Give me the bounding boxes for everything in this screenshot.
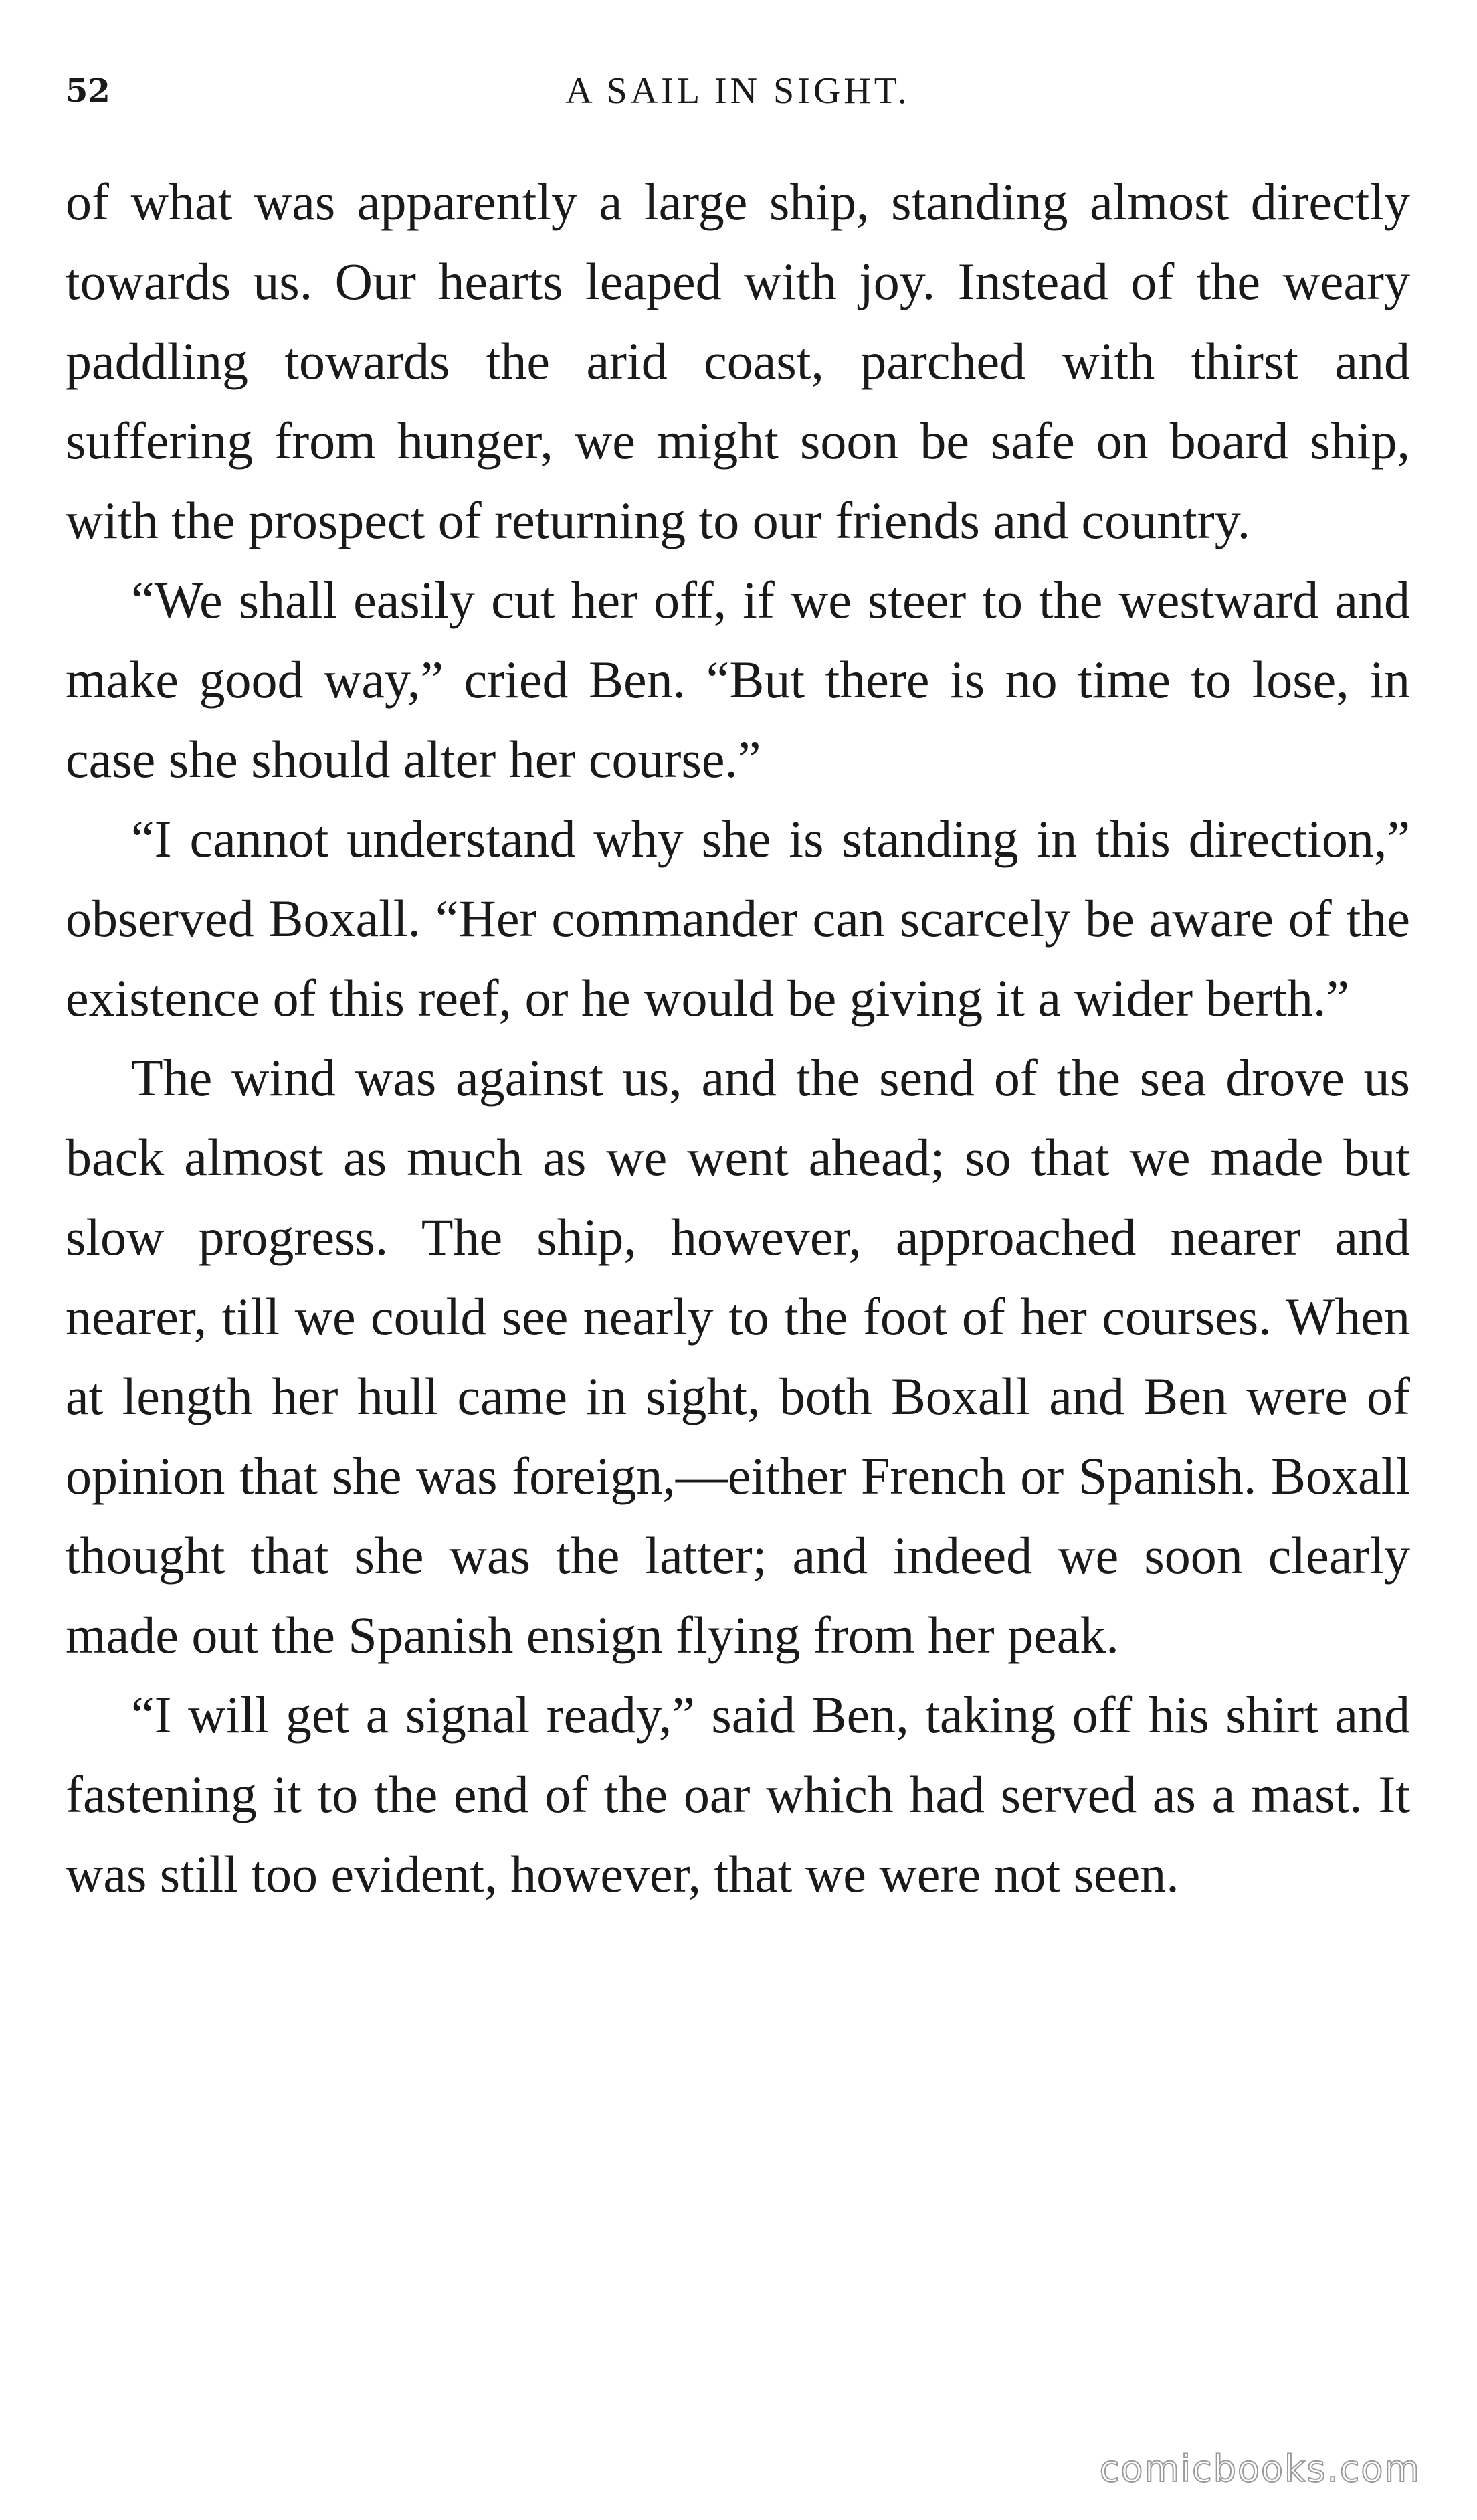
paragraph: “I cannot understand why she is standing in this direction,” observed Boxall. “Her commander can scarcely be aware of the existence of this reef, or he would be giving it a wider berth.” <box>66 810 1410 1027</box>
paragraph: The wind was against us, and the send of the sea drove us back almost as much as we went ahead; so that we made but slow progress. The ship, however, approached nearer and nearer, till we could see nearly to the foot of her courses. When at length her hull came in sight, both Boxall and Ben were of opinion that she was foreign,—either French or Spanish. Boxall thought that she was the latter; and indeed we soon clearly made out the Spanish ensign flying from her peak. <box>66 1049 1410 1664</box>
watermark: comicbooks.com <box>1099 2448 1421 2490</box>
paragraph-continued: of what was apparently a large ship, standing almost directly towards us. Our hearts leaped with joy. Instead of the weary paddling towards the arid coast, parched with thirst and suffering from hunger, we might soon be safe on board ship, with the prospect of returning to our friends and country. <box>66 173 1410 549</box>
running-head <box>66 67 1410 120</box>
body-text <box>66 162 1410 1914</box>
paragraph: “I will get a signal ready,” said Ben, taking off his shirt and fastening it to the end of the oar which had served as a mast. It was still too evident, however, that we were not seen. <box>66 1686 1410 1903</box>
page-number: 52 <box>66 72 110 110</box>
running-title: A SAIL IN SIGHT. <box>565 70 910 112</box>
paragraph: “We shall easily cut her off, if we steer to the westward and make good way,” cried Ben. “But there is no time to lose, in case she should alter her course.” <box>66 571 1410 788</box>
